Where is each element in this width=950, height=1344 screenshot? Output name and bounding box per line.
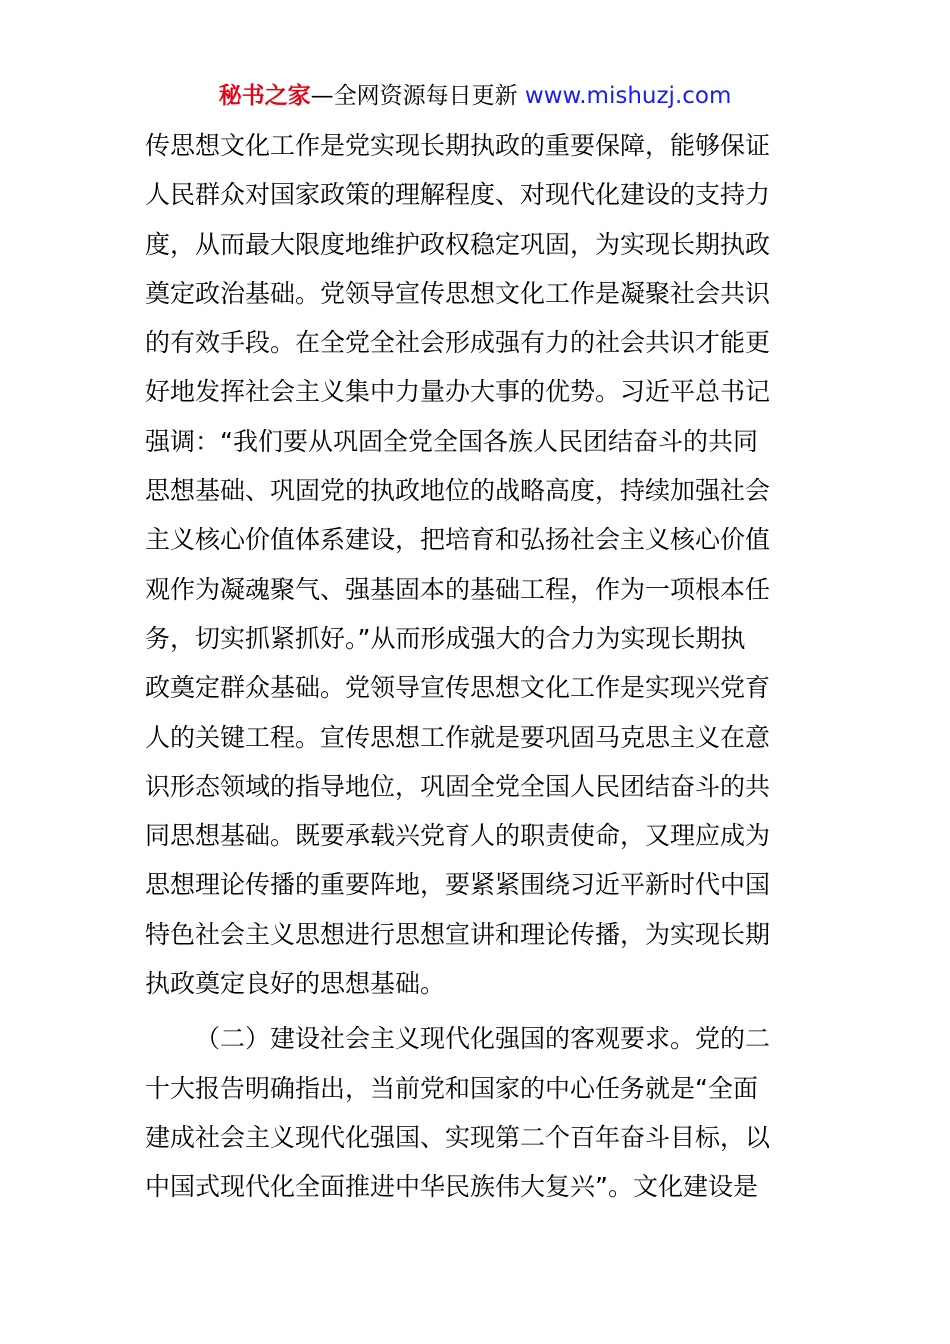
text-line: 务，切实抓紧抓好。”从而形成强大的合力为实现长期执 — [145, 623, 746, 653]
text-line: 人的关键工程。宣传思想工作就是要巩固马克思主义在意 — [145, 722, 771, 752]
section-heading-line: （二）建设社会主义现代化强国的客观要求。党的二 — [195, 1024, 771, 1054]
site-header — [0, 80, 950, 112]
text-line: 强调：“我们要从巩固全党全国各族人民团结奋斗的共同 — [145, 426, 758, 456]
text-line: 传思想文化工作是党实现长期执政的重要保障，能够保证 — [145, 131, 771, 160]
site-tagline: —全网资源每日更新 — [310, 83, 518, 109]
text-line: 主义核心价值体系建设，把培育和弘扬社会主义核心价值 — [145, 525, 771, 555]
text-line: 中国式现代化全面推进中华民族伟大复兴”。文化建设是 — [145, 1172, 758, 1202]
paragraph-1 — [145, 121, 805, 1008]
text-line: 政奠定群众基础。党领导宣传思想文化工作是实现兴党育 — [145, 673, 771, 703]
site-brand: 秘书之家 — [218, 83, 311, 109]
paragraph-2 — [145, 1014, 805, 1211]
site-url-link[interactable]: www.mishuzj.com — [524, 83, 732, 109]
text-line: 观作为凝魂聚气、强基固本的基础工程，作为一项根本任 — [145, 574, 771, 604]
text-line: 的有效手段。在全党全社会形成强有力的社会共识才能更 — [145, 328, 771, 358]
text-line: 特色社会主义思想进行思想宣讲和理论传播，为实现长期 — [145, 919, 771, 949]
text-line: 识形态领域的指导地位，巩固全党全国人民团结奋斗的共 — [145, 771, 771, 801]
text-line: 人民群众对国家政策的理解程度、对现代化建设的支持力 — [145, 180, 771, 210]
text-line: 建成社会主义现代化强国、实现第二个百年奋斗目标，以 — [145, 1122, 771, 1152]
text-line: 十大报告明确指出，当前党和国家的中心任务就是“全面 — [145, 1073, 758, 1103]
text-line: 奠定政治基础。党领导宣传思想文化工作是凝聚社会共识 — [145, 278, 771, 308]
text-line: 同思想基础。既要承载兴党育人的职责使命，又理应成为 — [145, 821, 771, 851]
document-body — [145, 121, 805, 1212]
text-line: 好地发挥社会主义集中力量办大事的优势。习近平总书记 — [145, 377, 771, 407]
text-line: 思想基础、巩固党的执政地位的战略高度，持续加强社会 — [145, 476, 771, 506]
text-line: 度，从而最大限度地维护政权稳定巩固，为实现长期执政 — [145, 229, 771, 259]
text-line: 思想理论传播的重要阵地，要紧紧围绕习近平新时代中国 — [145, 870, 771, 900]
text-line: 执政奠定良好的思想基础。 — [145, 969, 446, 999]
